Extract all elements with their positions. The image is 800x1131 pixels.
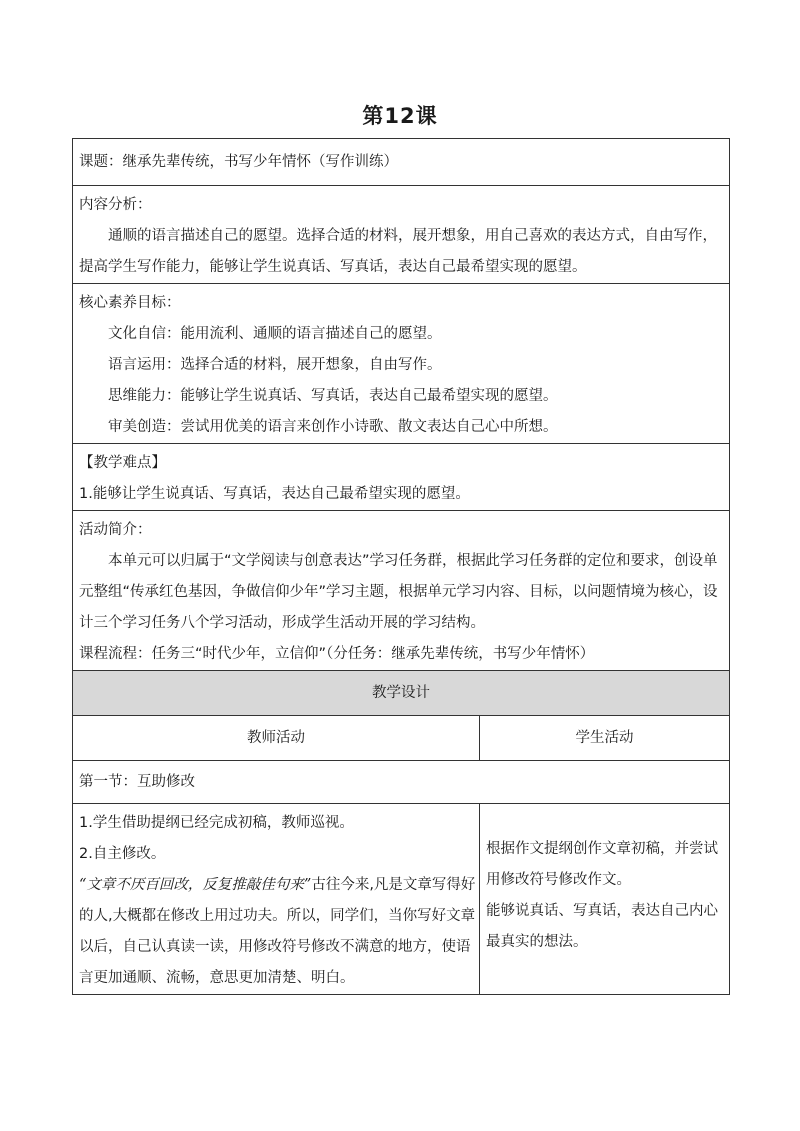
teacher-activity-cell (73, 804, 480, 995)
page-title: 第12课 (362, 104, 438, 128)
activity-row (73, 511, 730, 671)
difficulty-item: 1.能够让学生说真话、写真话，表达自己最希望实现的愿望。 (79, 486, 470, 502)
core-goals-label: 核心素养目标： (79, 295, 181, 311)
goal-item: 思维能力：能够让学生说真话、写真话，表达自己最希望实现的愿望。 (108, 388, 558, 404)
student-line-2: 能够说真话、写真话，表达自己内心最真实的想法。 (486, 903, 718, 950)
activity-detail-row (73, 804, 730, 995)
lesson-plan-table (72, 138, 730, 995)
goal-item: 文化自信：能用流利、通顺的语言描述自己的愿望。 (108, 326, 442, 342)
core-goals-row (73, 284, 730, 444)
core-goals-cell (73, 284, 730, 444)
teacher-step-1: 1.学生借助提纲已经完成初稿，教师巡视。 (79, 815, 354, 831)
difficulty-row (73, 444, 730, 511)
activity-text: 本单元可以归属于“文学阅读与创意表达”学习任务群，根据此学习任务群的定位和要求，创设单元整组“传承红色基因，争做信仰少年”学习主题，根据单元学习内容、目标，以问题情境为核心，设计三个学习任务八个学习活动，形成学生活动开展的学习结构。 (79, 553, 718, 631)
teacher-step-2: 2.自主修改。 (79, 846, 166, 862)
teacher-paragraph (79, 870, 479, 994)
content-analysis-row (73, 186, 730, 284)
teacher-activity-header: 教师活动 (73, 716, 480, 761)
design-banner: 教学设计 (73, 671, 730, 716)
topic-cell: 课题：继承先辈传统，书写少年情怀（写作训练） (73, 139, 730, 186)
activity-label: 活动简介： (79, 522, 152, 538)
student-line-1: 根据作文提纲创作文章初稿，并尝试用修改符号修改作文。 (486, 841, 718, 888)
difficulty-cell (73, 444, 730, 511)
classic-quote: “文章不厌百回改，反复推敲佳句来” (79, 877, 312, 893)
student-activity-header: 学生活动 (480, 716, 730, 761)
content-analysis-text: 通顺的语言描述自己的愿望。选择合适的材料，展开想象，用自己喜欢的表达方式，自由写作，提高学生写作能力，能够让学生说真话、写真话，表达自己最希望实现的愿望。 (79, 228, 717, 275)
column-header-row (73, 716, 730, 761)
activity-cell (73, 511, 730, 671)
teacher-paragraph-body: 古往今来,凡是文章写得好的人,大概都在修改上用过功夫。所以，同学们，当你写好文章以后，自己认真读一读，用修改符号修改不满意的地方，使语言更加通顺、流畅，意思更加清楚、明白。 (79, 877, 476, 986)
content-analysis-cell (73, 186, 730, 284)
section-title: 第一节：互助修改 (73, 761, 730, 804)
goal-item: 语言运用：选择合适的材料，展开想象，自由写作。 (108, 357, 442, 373)
student-activity-cell (480, 804, 730, 995)
content-analysis-label: 内容分析： (79, 197, 152, 213)
design-banner-row (73, 671, 730, 716)
course-flow: 课程流程：任务三“时代少年，立信仰”（分任务：继承先辈传统，书写少年情怀） (79, 646, 595, 662)
topic-row (73, 139, 730, 186)
section-row (73, 761, 730, 804)
goal-item: 审美创造：尝试用优美的语言来创作小诗歌、散文表达自己心中所想。 (108, 419, 558, 435)
difficulty-label: 【教学难点】 (79, 455, 166, 471)
